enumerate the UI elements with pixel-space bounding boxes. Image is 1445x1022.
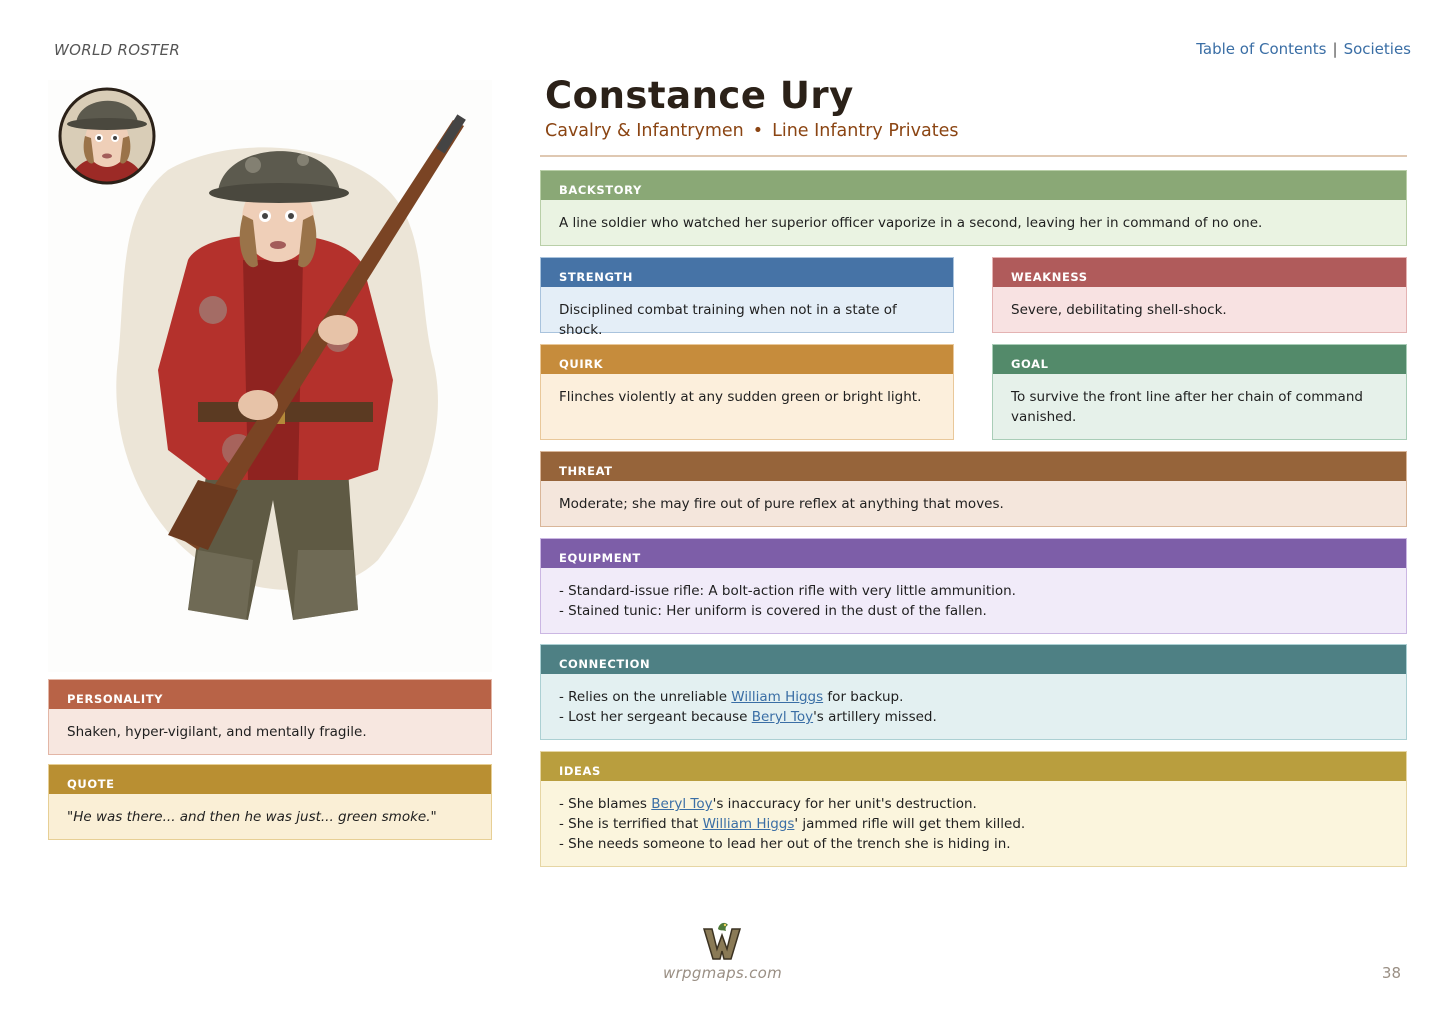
personality-text: Shaken, hyper-vigilant, and mentally fragile. — [67, 724, 367, 740]
idea-item — [559, 794, 1388, 814]
equipment-heading: EQUIPMENT — [541, 539, 1406, 568]
equipment-item: - Stained tunic: Her uniform is covered in the dust of the fallen. — [559, 603, 987, 619]
subtitle-separator: • — [752, 121, 764, 141]
ideas-box — [540, 751, 1407, 867]
connection-text: 's artillery missed. — [813, 709, 937, 725]
role-label: Line Infantry Privates — [772, 121, 959, 141]
quote-heading: QUOTE — [49, 765, 491, 794]
strength-box — [540, 257, 954, 338]
goal-heading: GOAL — [993, 345, 1406, 374]
top-nav — [1196, 40, 1411, 58]
character-avatar — [58, 86, 156, 186]
idea-text: 's inaccuracy for her unit's destruction. — [712, 796, 977, 812]
backstory-box — [540, 170, 1407, 246]
character-name: Constance Ury — [545, 74, 854, 117]
connection-text: for backup. — [823, 689, 904, 705]
backstory-heading: BACKSTORY — [541, 171, 1406, 200]
equipment-item: - Standard-issue rifle: A bolt-action rifle with very little ammunition. — [559, 583, 1016, 599]
idea-item: - She needs someone to lead her out of the trench she is hiding in. — [559, 836, 1011, 852]
connection-list — [541, 674, 1406, 727]
quirk-heading: QUIRK — [541, 345, 953, 374]
table-of-contents-link[interactable]: Table of Contents — [1196, 40, 1327, 58]
connection-text: - Lost her sergeant because — [559, 709, 752, 725]
connection-text: - Relies on the unreliable — [559, 689, 732, 705]
nav-separator: | — [1332, 40, 1338, 58]
idea-text: - She blames — [559, 796, 652, 812]
connection-heading: CONNECTION — [541, 645, 1406, 674]
site-logo-icon — [701, 919, 743, 961]
personality-heading: PERSONALITY — [49, 680, 491, 709]
society-label: Cavalry & Infantrymen — [545, 121, 744, 141]
william-higgs-link[interactable]: William Higgs — [731, 689, 824, 705]
quote-box — [48, 764, 492, 840]
societies-link[interactable]: Societies — [1343, 40, 1411, 58]
equipment-box — [540, 538, 1407, 634]
connection-item — [559, 687, 1388, 707]
backstory-text: A line soldier who watched her superior officer vaporize in a second, leaving her in command of no one. — [559, 215, 1263, 231]
strength-heading: STRENGTH — [541, 258, 953, 287]
beryl-toy-link[interactable]: Beryl Toy — [651, 796, 713, 812]
beryl-toy-link[interactable]: Beryl Toy — [751, 709, 814, 725]
quote-text: "He was there... and then he was just... green smoke." — [67, 809, 437, 825]
threat-text: Moderate; she may fire out of pure reflex at anything that moves. — [559, 496, 1004, 512]
character-subtitle — [545, 121, 958, 141]
weakness-heading: WEAKNESS — [993, 258, 1406, 287]
strength-text: Disciplined combat training when not in a state of shock. — [559, 302, 897, 338]
section-label: WORLD ROSTER — [54, 41, 181, 59]
goal-text: To survive the front line after her chain of command vanished. — [1011, 389, 1363, 425]
weakness-box — [992, 257, 1407, 333]
goal-box — [992, 344, 1407, 440]
equipment-list — [541, 568, 1406, 621]
page-number: 38 — [1381, 964, 1401, 982]
site-url: wrpgmaps.com — [662, 964, 783, 982]
threat-box — [540, 451, 1407, 527]
weakness-text: Severe, debilitating shell-shock. — [1011, 302, 1227, 318]
quirk-box — [540, 344, 954, 440]
idea-text: ' jammed rifle will get them killed. — [794, 816, 1026, 832]
quirk-text: Flinches violently at any sudden green or bright light. — [559, 389, 922, 405]
idea-item — [559, 814, 1388, 834]
threat-heading: THREAT — [541, 452, 1406, 481]
ideas-heading: IDEAS — [541, 752, 1406, 781]
personality-box — [48, 679, 492, 755]
connection-item — [559, 707, 1388, 727]
idea-text: - She is terrified that — [559, 816, 703, 832]
connection-box — [540, 644, 1407, 740]
ideas-list — [541, 781, 1406, 854]
william-higgs-link[interactable]: William Higgs — [702, 816, 795, 832]
title-divider — [540, 155, 1407, 157]
